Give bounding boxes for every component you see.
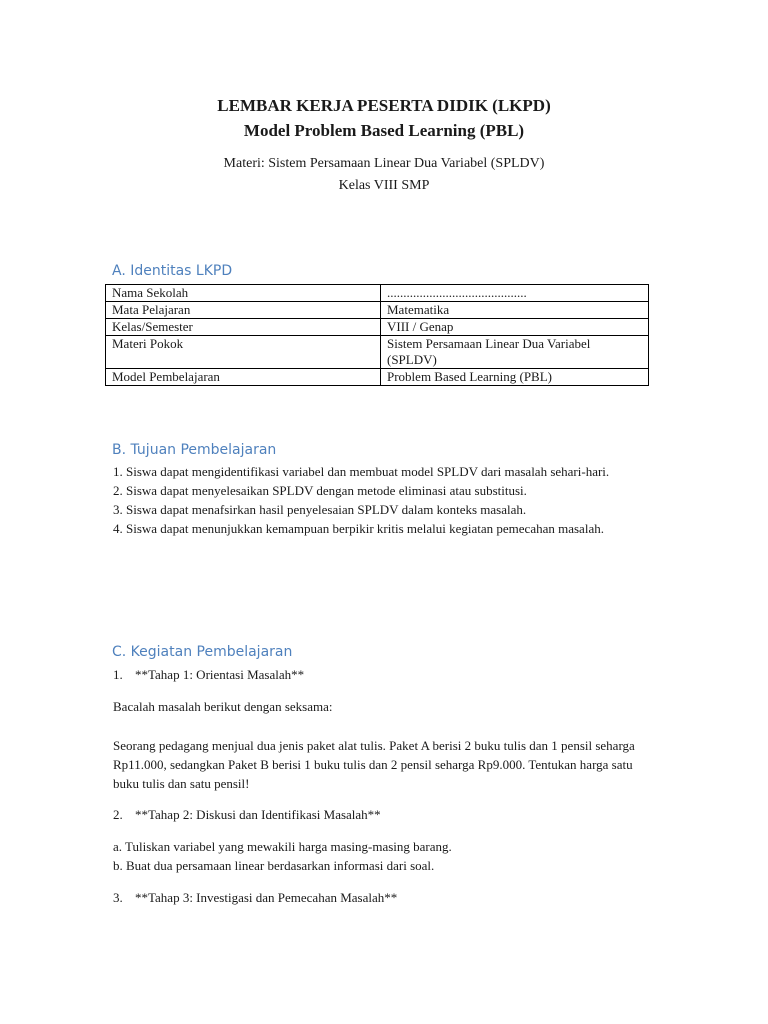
table-cell-value: Sistem Persamaan Linear Dua Variabel (SPLDV): [381, 336, 649, 369]
table-row: [106, 336, 649, 369]
problem-statement: Seorang pedagang menjual dua jenis paket alat tulis. Paket A berisi 2 buku tulis dan 1 pensil seharga Rp11.000, sedangkan Paket B berisi 1 buku tulis dan 2 pensil seharga Rp9.000. Tentukan harga satu buku tulis dan satu pensil!: [113, 738, 635, 791]
table-cell-label: Kelas/Semester: [106, 319, 381, 336]
step-number: 1.: [113, 667, 123, 682]
task-list: [113, 837, 653, 875]
table-cell-value: ...........................................: [381, 285, 649, 302]
list-item: 2. Siswa dapat menyelesaikan SPLDV dengan metode eliminasi atau substitusi.: [113, 483, 527, 498]
step-label: **Tahap 2: Diskusi dan Identifikasi Masalah**: [135, 807, 381, 822]
table-cell-label: Nama Sekolah: [106, 285, 381, 302]
table-row: [106, 285, 649, 302]
list-item: b. Buat dua persamaan linear berdasarkan informasi dari soal.: [113, 858, 435, 873]
kelas-line: Kelas VIII SMP: [338, 178, 430, 193]
table-cell-label: Mata Pelajaran: [106, 302, 381, 319]
step-label: **Tahap 3: Investigasi dan Pemecahan Masalah**: [135, 890, 398, 905]
step-label: **Tahap 1: Orientasi Masalah**: [135, 667, 305, 682]
step-2: [113, 805, 381, 824]
list-item: a. Tuliskan variabel yang mewakili harga masing-masing barang.: [113, 839, 452, 854]
list-item: 3. Siswa dapat menafsirkan hasil penyelesaian SPLDV dalam konteks masalah.: [113, 502, 527, 517]
objectives-list: [113, 462, 653, 538]
table-cell-value: Matematika: [381, 302, 649, 319]
identitas-table: [105, 284, 649, 386]
table-row: [106, 319, 649, 336]
step-number: 2.: [113, 807, 123, 822]
document-title: LEMBAR KERJA PESERTA DIDIK (LKPD): [217, 96, 551, 115]
materi-line: Materi: Sistem Persamaan Linear Dua Variabel (SPLDV): [223, 156, 545, 171]
step-1: [113, 665, 304, 684]
table-row: [106, 302, 649, 319]
list-item: 1. Siswa dapat mengidentifikasi variabel dan membuat model SPLDV dari masalah sehari-hari.: [113, 464, 610, 479]
step-3: [113, 888, 397, 907]
section-b-heading: B. Tujuan Pembelajaran: [112, 442, 277, 458]
document-subtitle: Model Problem Based Learning (PBL): [243, 121, 525, 140]
section-a-heading: A. Identitas LKPD: [112, 263, 233, 279]
problem-intro: Bacalah masalah berikut dengan seksama:: [113, 699, 333, 714]
section-c-heading: C. Kegiatan Pembelajaran: [112, 644, 293, 660]
step-number: 3.: [113, 890, 123, 905]
table-cell-value: Problem Based Learning (PBL): [381, 369, 649, 386]
list-item: 4. Siswa dapat menunjukkan kemampuan berpikir kritis melalui kegiatan pemecahan masalah.: [113, 521, 604, 536]
table-cell-label: Model Pembelajaran: [106, 369, 381, 386]
table-row: [106, 369, 649, 386]
table-cell-label: Materi Pokok: [106, 336, 381, 369]
table-cell-value: VIII / Genap: [381, 319, 649, 336]
